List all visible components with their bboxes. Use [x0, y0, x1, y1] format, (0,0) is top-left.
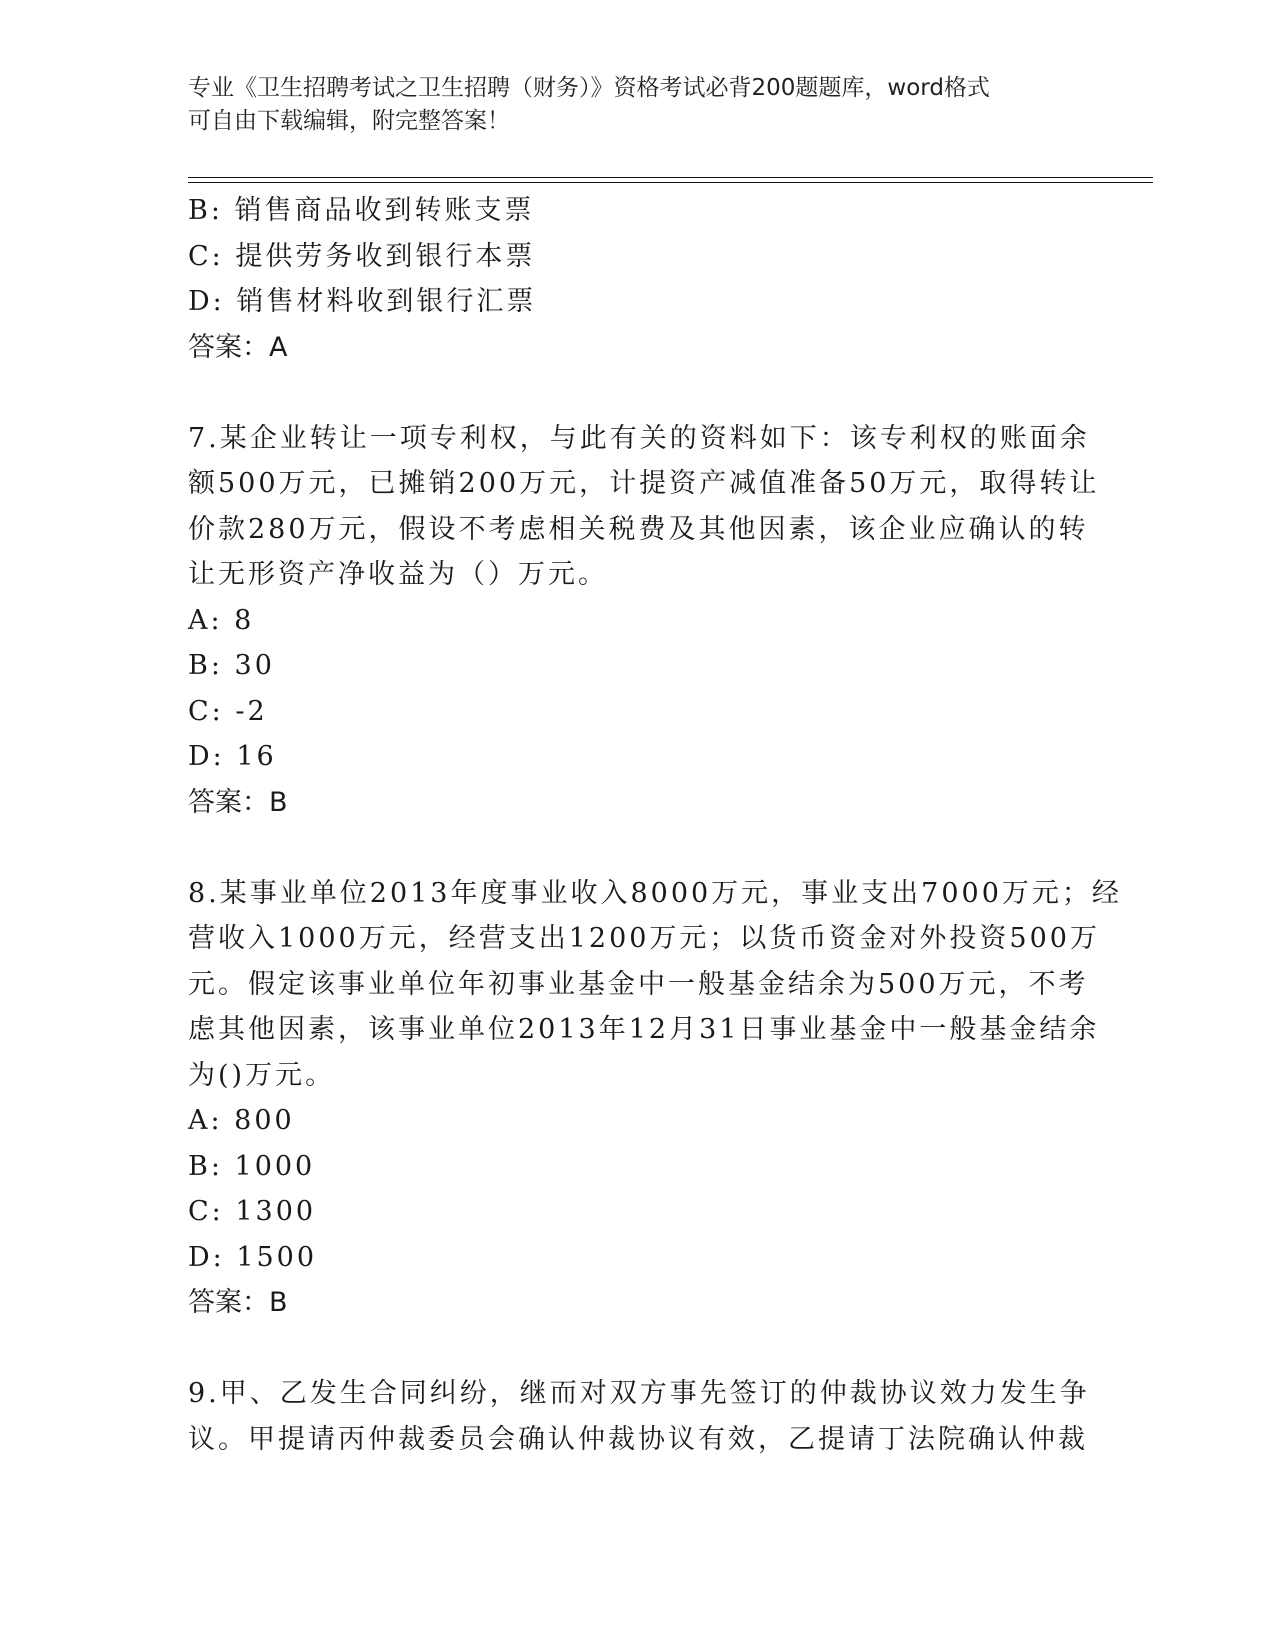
question-text-line: 虑其他因素，该事业单位2013年12月31日事业基金中一般基金结余 — [188, 1014, 1100, 1045]
option-d: D: 1500 — [188, 1241, 318, 1273]
option-b: B: 销售商品收到转账支票 — [188, 195, 535, 226]
spacer — [188, 370, 1088, 416]
question-text-line: 额500万元，已摊销200万元，计提资产减值准备50万元，取得转让 — [188, 468, 1100, 499]
header-line-1: 专业《卫生招聘考试之卫生招聘（财务）》资格考试必背200题题库，word格式 — [188, 75, 990, 101]
option-c: C: 提供劳务收到银行本票 — [188, 240, 536, 272]
option-b: B: 30 — [188, 650, 275, 681]
question-text-line: 8.某事业单位2013年度事业收入8000万元，事业支出7000万元；经 — [188, 877, 1122, 909]
option-c: C: -2 — [188, 695, 268, 727]
option-d: D: 销售材料收到银行汇票 — [188, 286, 537, 317]
question-text-line: 营收入1000万元，经营支出1200万元；以货币资金对外投资500万 — [188, 923, 1100, 954]
question-9 — [188, 1371, 1088, 1462]
option-a: A: 800 — [188, 1105, 295, 1136]
option-d: D: 16 — [188, 741, 277, 772]
question-text-line: 7.某企业转让一项专利权，与此有关的资料如下：该专利权的账面余 — [188, 422, 1090, 454]
header-line-2: 可自由下载编辑，附完整答案！ — [188, 108, 510, 134]
spacer — [188, 1326, 1088, 1372]
question-text-line: 让无形资产净收益为（）万元。 — [188, 559, 608, 590]
option-b: B: 1000 — [188, 1150, 316, 1182]
question-text-line: 9.甲、乙发生合同纠纷，继而对双方事先签订的仲裁协议效力发生争 — [188, 1378, 1090, 1409]
page-header — [188, 72, 1068, 138]
question-text-line: 价款280万元，假设不考虑相关税费及其他因素，该企业应确认的转 — [188, 513, 1089, 545]
header-divider-top — [188, 177, 1153, 178]
question-7 — [188, 416, 1100, 826]
header-divider-bottom — [188, 182, 1153, 183]
question-8 — [188, 871, 1122, 1326]
question-content — [188, 188, 1122, 1462]
option-c: C: 1300 — [188, 1196, 317, 1227]
option-a: A: 8 — [188, 604, 255, 636]
question-text-line: 议。甲提请丙仲裁委员会确认仲裁协议有效，乙提请丁法院确认仲裁 — [188, 1423, 1088, 1455]
question-text-line: 元。假定该事业单位年初事业基金中一般基金结余为500万元，不考 — [188, 968, 1089, 1000]
answer-line: 答案：A — [188, 331, 288, 363]
answer-line: 答案：B — [188, 1287, 288, 1318]
question-text-line: 为()万元。 — [188, 1059, 336, 1091]
spacer — [188, 825, 1088, 871]
answer-line: 答案：B — [188, 786, 288, 818]
question-6 — [188, 188, 1088, 370]
